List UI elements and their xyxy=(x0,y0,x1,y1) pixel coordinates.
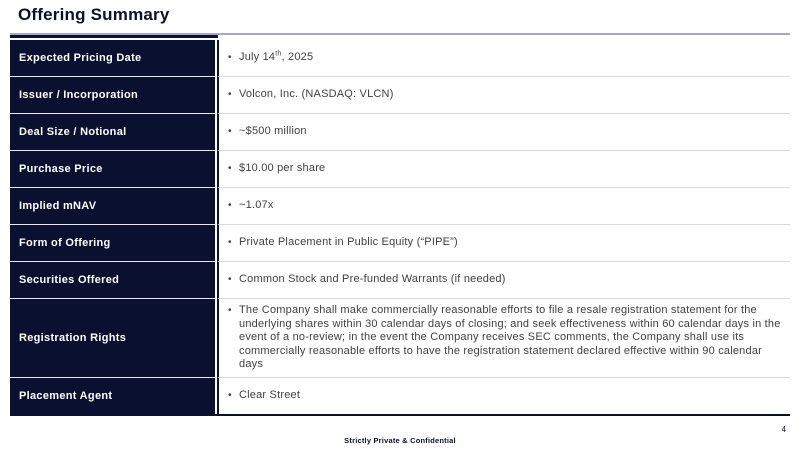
bullet-text: Common Stock and Pre-funded Warrants (if needed) xyxy=(239,273,506,286)
bullet-item xyxy=(228,273,782,287)
row-label: Purchase Price xyxy=(10,151,217,188)
table-row xyxy=(10,40,790,77)
table-row xyxy=(10,77,790,114)
bullet-text: ~$500 million xyxy=(239,125,307,138)
table-row xyxy=(10,188,790,225)
bullet-icon: • xyxy=(228,237,232,249)
bullet-item xyxy=(228,389,782,403)
row-label: Implied mNAV xyxy=(10,188,217,225)
bullet-text: $10.00 per share xyxy=(239,162,326,175)
confidentiality-notice: Strictly Private & Confidential xyxy=(344,436,456,445)
bullet-item xyxy=(228,125,782,139)
row-value xyxy=(217,262,790,299)
bullet-item xyxy=(228,304,782,372)
row-value xyxy=(217,77,790,114)
bullet-item xyxy=(228,236,782,250)
table-row xyxy=(10,151,790,188)
bullet-icon: • xyxy=(228,390,232,402)
row-label: Expected Pricing Date xyxy=(10,40,217,77)
bullet-icon: • xyxy=(228,200,232,212)
table-row xyxy=(10,114,790,151)
row-label: Placement Agent xyxy=(10,378,217,415)
bullet-text: July 14th, 2025 xyxy=(239,50,314,64)
row-label: Issuer / Incorporation xyxy=(10,77,217,114)
bullet-item xyxy=(228,162,782,176)
table-row xyxy=(10,378,790,415)
bullet-item xyxy=(228,51,782,65)
title-underline-accent xyxy=(10,35,218,38)
bullet-text: Volcon, Inc. (NASDAQ: VLCN) xyxy=(239,88,394,101)
page-title: Offering Summary xyxy=(18,5,170,24)
bullet-text: ~1.07x xyxy=(239,199,274,212)
bullet-item xyxy=(228,199,782,213)
row-value xyxy=(217,378,790,415)
row-value xyxy=(217,40,790,77)
table-row xyxy=(10,262,790,299)
offering-summary-table xyxy=(10,40,790,415)
row-label: Form of Offering xyxy=(10,225,217,262)
row-value xyxy=(217,188,790,225)
bullet-item xyxy=(228,88,782,102)
bullet-icon: • xyxy=(228,305,232,316)
bullet-icon: • xyxy=(228,52,232,64)
bullet-text: Clear Street xyxy=(239,389,301,402)
row-value xyxy=(217,299,790,378)
bullet-icon: • xyxy=(228,126,232,138)
row-label: Deal Size / Notional xyxy=(10,114,217,151)
row-value xyxy=(217,151,790,188)
row-label: Securities Offered xyxy=(10,262,217,299)
bullet-icon: • xyxy=(228,89,232,101)
row-label: Registration Rights xyxy=(10,299,217,378)
footer-divider xyxy=(10,414,790,416)
bullet-icon: • xyxy=(228,163,232,175)
row-value xyxy=(217,225,790,262)
table-row xyxy=(10,299,790,378)
bullet-text: Private Placement in Public Equity (“PIPE”) xyxy=(239,236,458,249)
row-value xyxy=(217,114,790,151)
bullet-text: The Company shall make commercially reasonable efforts to file a resale registration statement for the underlying shares within 30 calendar days of closing; and seek effectiveness within 60 calendar days in the event of a no-review; in the event the Company receives SEC comments, the Company shall use its commercially reasonable efforts to have the registration statement declared effective within 90 calendar days xyxy=(239,304,781,370)
page-number: 4 xyxy=(781,425,786,434)
bullet-icon: • xyxy=(228,274,232,286)
table-row xyxy=(10,225,790,262)
